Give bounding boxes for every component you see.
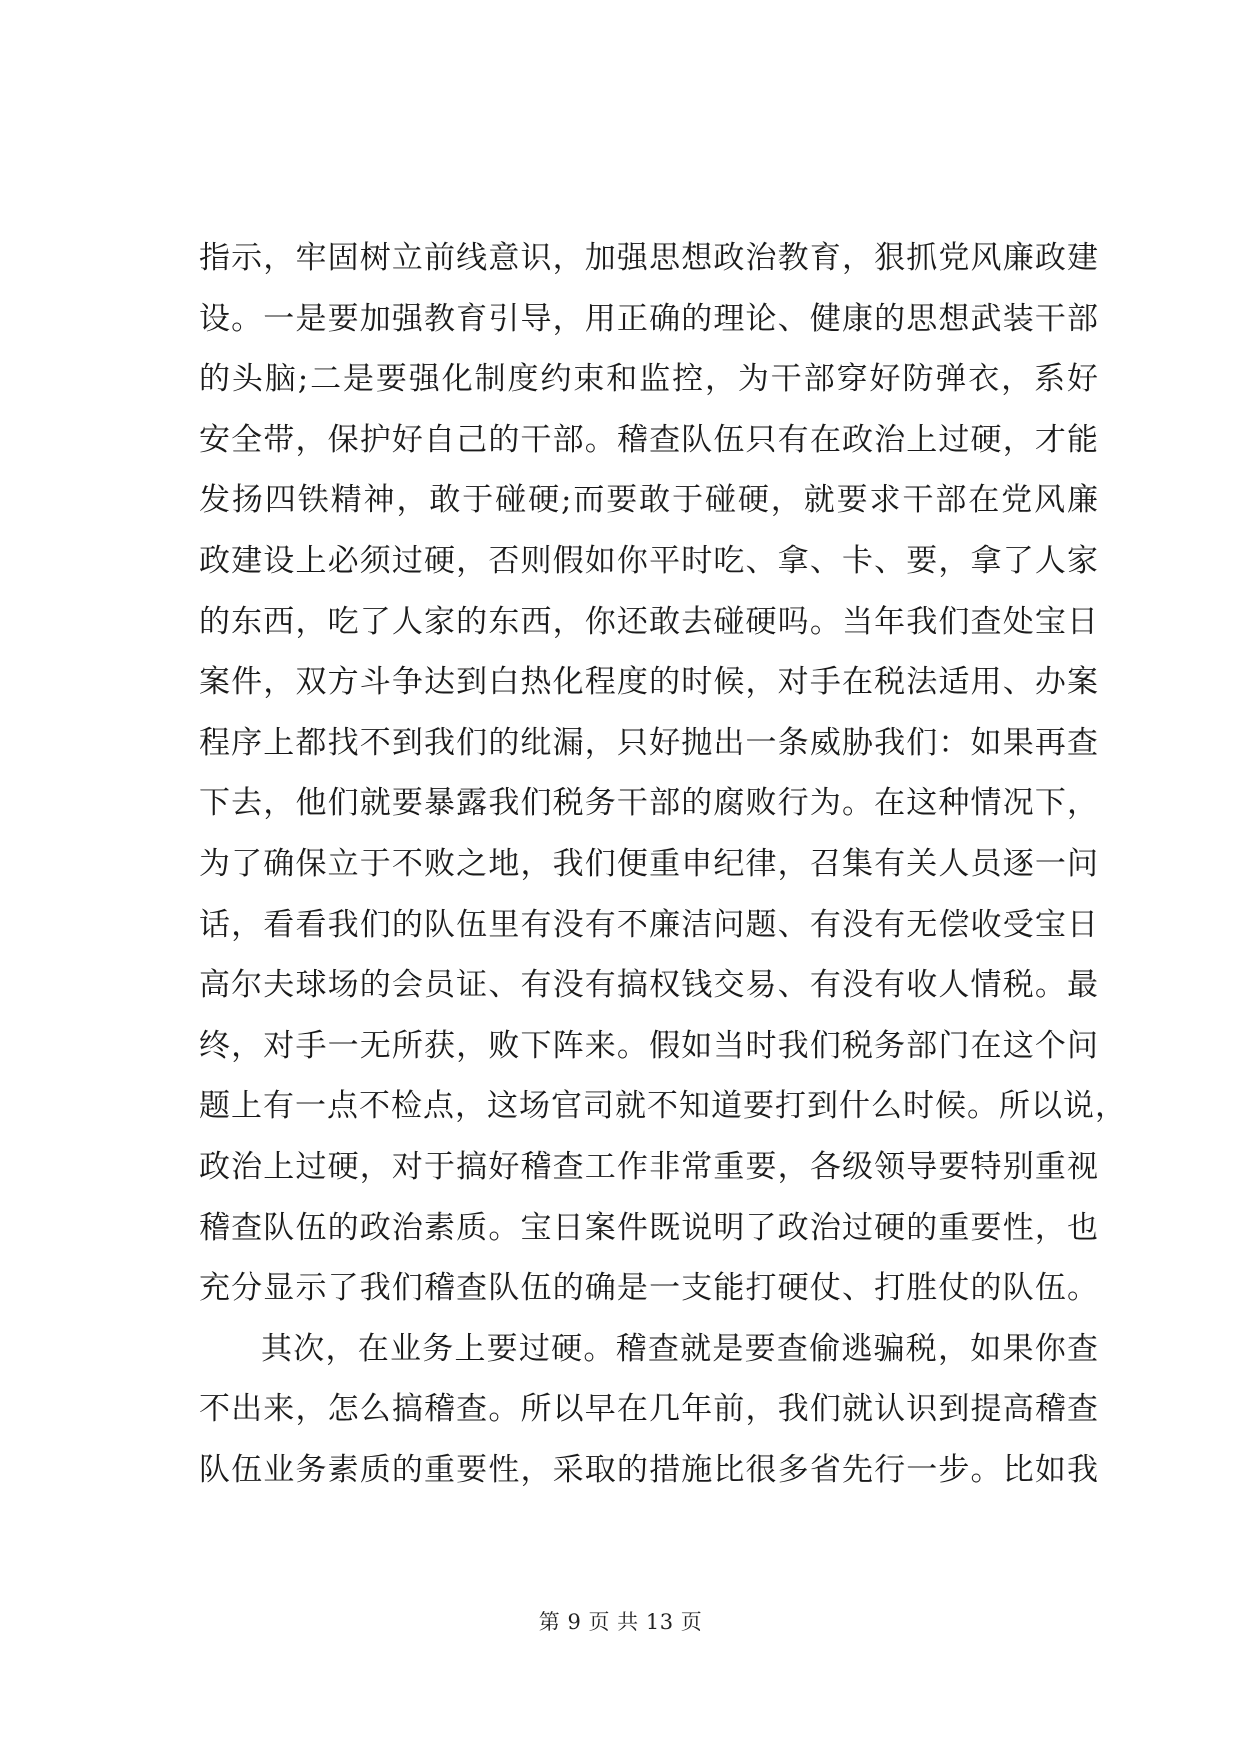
text-line: 其次，在业务上要过硬。稽查就是要查偷逃骗税，如果你查 [261, 1330, 1099, 1367]
text-line: 为了确保立于不败之地，我们便重申纪律，召集有关人员逐一问 [199, 845, 1099, 882]
text-line: 题上有一点不检点，这场官司就不知道要打到什么时候。所以说， [199, 1088, 1127, 1125]
paragraph-1 [199, 228, 1127, 1319]
text-line: 话，看看我们的队伍里有没有不廉洁问题、有没有无偿收受宝日 [199, 906, 1099, 943]
body-text [199, 228, 1127, 1500]
text-line: 的头脑;二是要强化制度约束和监控，为干部穿好防弹衣，系好 [199, 361, 1099, 398]
text-line: 发扬四铁精神，敢于碰硬;而要敢于碰硬，就要求干部在党风廉 [199, 482, 1099, 519]
text-line: 指示，牢固树立前线意识，加强思想政治教育，狠抓党风廉政建 [199, 240, 1099, 276]
text-line: 稽查队伍的政治素质。宝日案件既说明了政治过硬的重要性，也 [199, 1209, 1099, 1246]
text-line: 终，对手一无所获，败下阵来。假如当时我们税务部门在这个问 [199, 1027, 1099, 1064]
text-line: 高尔夫球场的会员证、有没有搞权钱交易、有没有收人情税。最 [199, 967, 1099, 1004]
text-line: 的东西，吃了人家的东西，你还敢去碰硬吗。当年我们查处宝日 [199, 603, 1099, 640]
paragraph-2 [199, 1319, 1099, 1501]
text-line: 下去，他们就要暴露我们税务干部的腐败行为。在这种情况下， [199, 785, 1099, 822]
text-line: 设。一是要加强教育引导，用正确的理论、健康的思想武装干部 [199, 300, 1099, 337]
text-line: 程序上都找不到我们的纰漏，只好抛出一条威胁我们：如果再查 [199, 724, 1099, 761]
text-line: 不出来，怎么搞稽查。所以早在几年前，我们就认识到提高稽查 [199, 1391, 1099, 1428]
text-line: 政治上过硬，对于搞好稽查工作非常重要，各级领导要特别重视 [199, 1148, 1099, 1185]
text-line: 队伍业务素质的重要性，采取的措施比很多省先行一步。比如我 [199, 1451, 1099, 1488]
text-line: 政建设上必须过硬，否则假如你平时吃、拿、卡、要，拿了人家 [199, 542, 1099, 579]
text-line: 安全带，保护好自己的干部。稽查队伍只有在政治上过硬，才能 [199, 421, 1099, 458]
text-line: 案件，双方斗争达到白热化程度的时候，对手在税法适用、办案 [199, 664, 1099, 701]
page-number-footer: 第 9 页 共 13 页 [538, 1610, 703, 1634]
text-line: 充分显示了我们稽查队伍的确是一支能打硬仗、打胜仗的队伍。 [199, 1270, 1099, 1307]
